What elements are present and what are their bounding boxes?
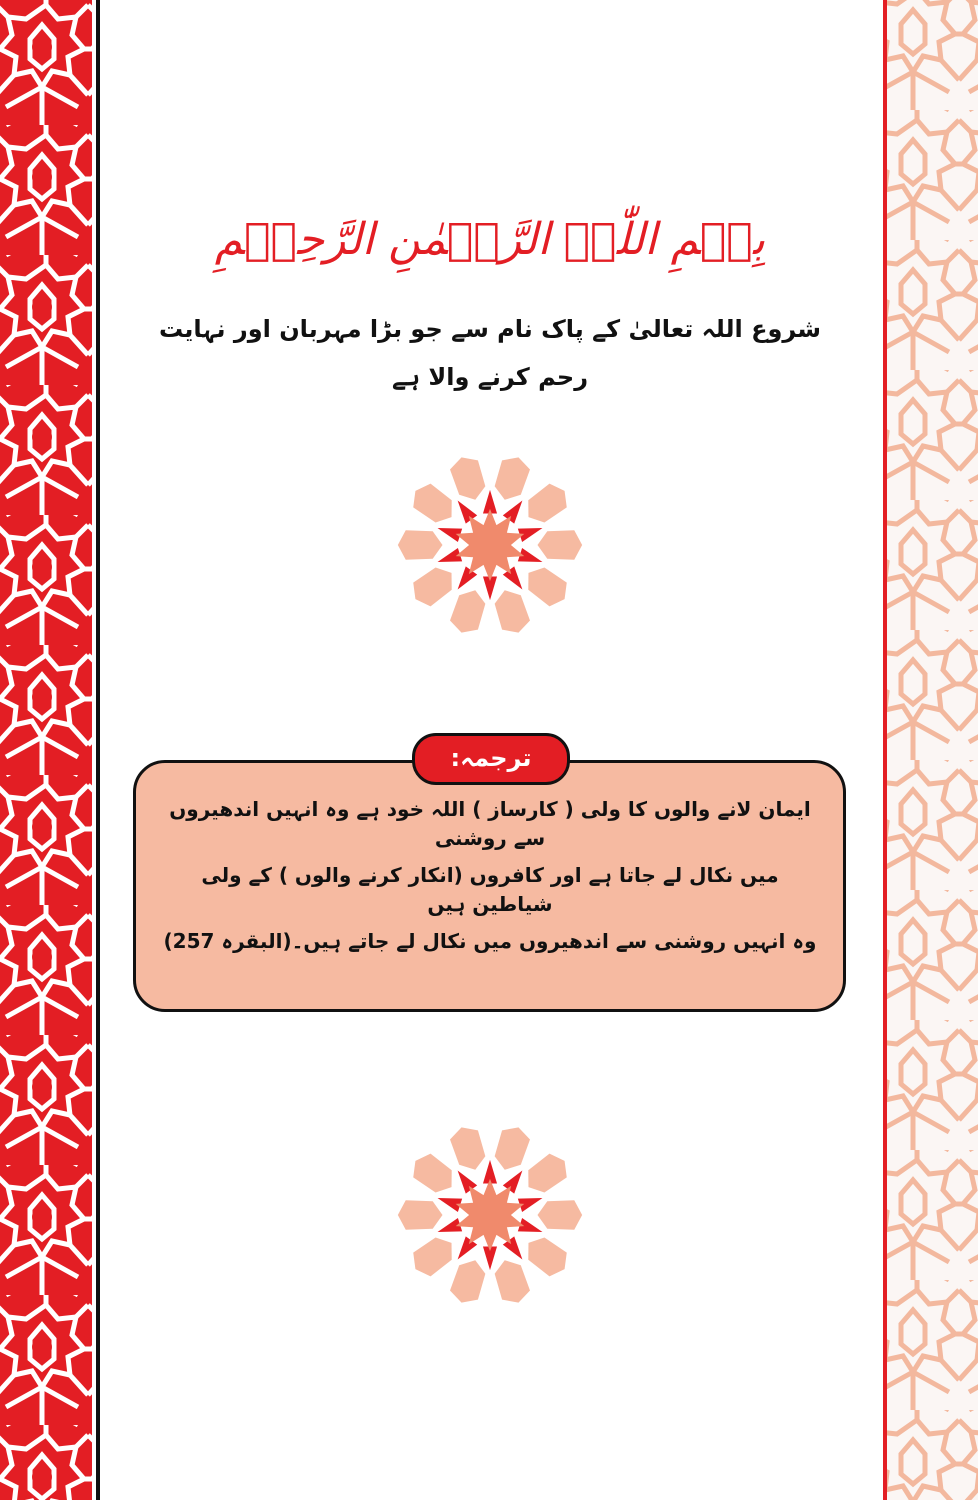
right-geometric-border — [887, 0, 978, 1500]
rosette-petal — [528, 484, 566, 523]
rosette-petal — [450, 1127, 485, 1169]
verse-text — [160, 795, 820, 964]
rosette-petal — [495, 590, 530, 632]
rosette-petal — [398, 530, 443, 559]
rosette-petal — [538, 1200, 583, 1229]
rosette-ornament-top — [395, 450, 585, 640]
verse-line: ایمان لانے والوں کا ولی ( کارساز ) اللہ خود ہے وہ انہیں اندھیروں سے روشنی — [169, 797, 811, 850]
rosette-petal — [450, 1260, 485, 1302]
rosette-ornament-bottom — [395, 1120, 585, 1310]
left-geometric-border — [0, 0, 92, 1500]
rosette-petal — [528, 568, 566, 607]
rosette-petal — [495, 1260, 530, 1302]
left-rule-line — [96, 0, 100, 1500]
rosette-petal — [495, 1127, 530, 1169]
bismillah-calligraphy: بِسۡمِ اللّٰہِ الرَّحۡمٰنِ الرَّحِیۡمِ — [214, 214, 766, 265]
rosette-petal — [450, 590, 485, 632]
rosette-petal — [413, 1238, 451, 1277]
bismillah-translation: شروع اللہ تعالیٰ کے پاک نام سے جو بڑا مہربان اور نہایت رحم کرنے والا ہے — [159, 315, 821, 391]
rosette-petal — [538, 530, 583, 559]
verse-line: میں نکال لے جاتا ہے اور کافروں (انکار کرنے والوں ) کے ولی شیاطین ہیں — [201, 863, 779, 916]
rosette-petal — [528, 1154, 566, 1193]
rosette-petal — [413, 1154, 451, 1193]
rosette-petal — [450, 457, 485, 499]
rosette-petal — [528, 1238, 566, 1277]
rosette-petal — [413, 484, 451, 523]
rosette-petal — [413, 568, 451, 607]
verse-line: وہ انہیں روشنی سے اندھیروں میں نکال لے جاتے ہیں۔(البقرہ 257) — [163, 929, 817, 953]
rosette-petal — [398, 1200, 443, 1229]
rosette-petal — [495, 457, 530, 499]
translation-label: ترجمہ: — [412, 733, 570, 785]
